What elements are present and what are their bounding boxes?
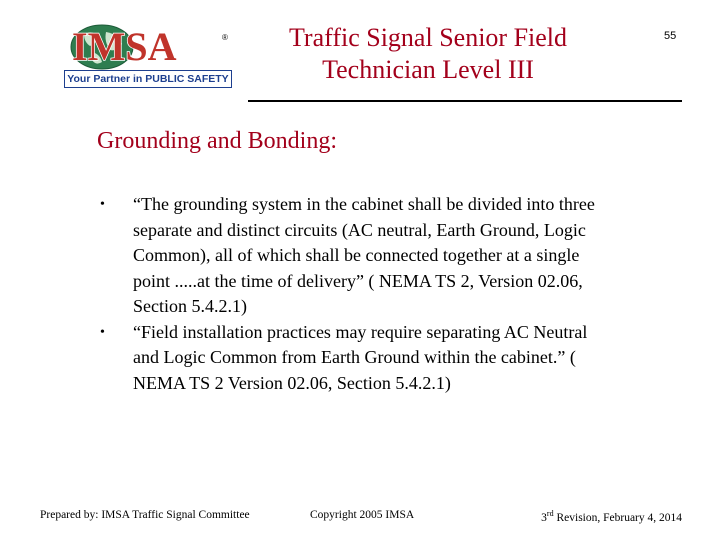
revision-text: Revision, February 4, 2014 [553,511,682,524]
bullet-marker: • [100,197,105,212]
footer-revision [541,509,682,524]
header-divider [248,100,682,102]
footer-prepared-by: Prepared by: IMSA Traffic Signal Committee [40,509,250,521]
bullet-marker: • [100,324,105,340]
revision-suffix: rd [546,509,554,518]
section-heading: Grounding and Bonding: [97,128,337,154]
bullet-text: “The grounding system in the cabinet shall be divided into three separate and distinct circuits (AC neutral, Earth Ground, Logic Common), all of which shall be connected together at a single point .....at the time of delivery” ( NEMA TS 2, Version 02.06, Section 5.4.2.1) [133,194,595,316]
slide-title [258,22,598,86]
page-number: 55 [664,30,677,42]
slide-title-line-1: Traffic Signal Senior Field [288,23,568,52]
bullet-text: “Field installation practices may require separating AC Neutral and Logic Common from Earth Ground within the cabinet.” ( NEMA TS 2 Version 02.06, Section 5.4.2.1) [133,321,588,393]
imsa-logo [62,22,234,90]
logo-tagline: Your Partner in PUBLIC SAFETY [64,70,232,88]
bullet-item [97,320,617,397]
logo-wordmark: IMSA [72,24,177,69]
slide-title-line-2: Technician Level III [322,55,534,84]
bullet-list [97,192,617,396]
bullet-item [97,192,617,320]
logo-registered-mark: ® [222,33,228,42]
footer-copyright: Copyright 2005 IMSA [310,509,415,521]
revision-number: 3 [541,511,547,524]
globe-icon [62,22,234,72]
